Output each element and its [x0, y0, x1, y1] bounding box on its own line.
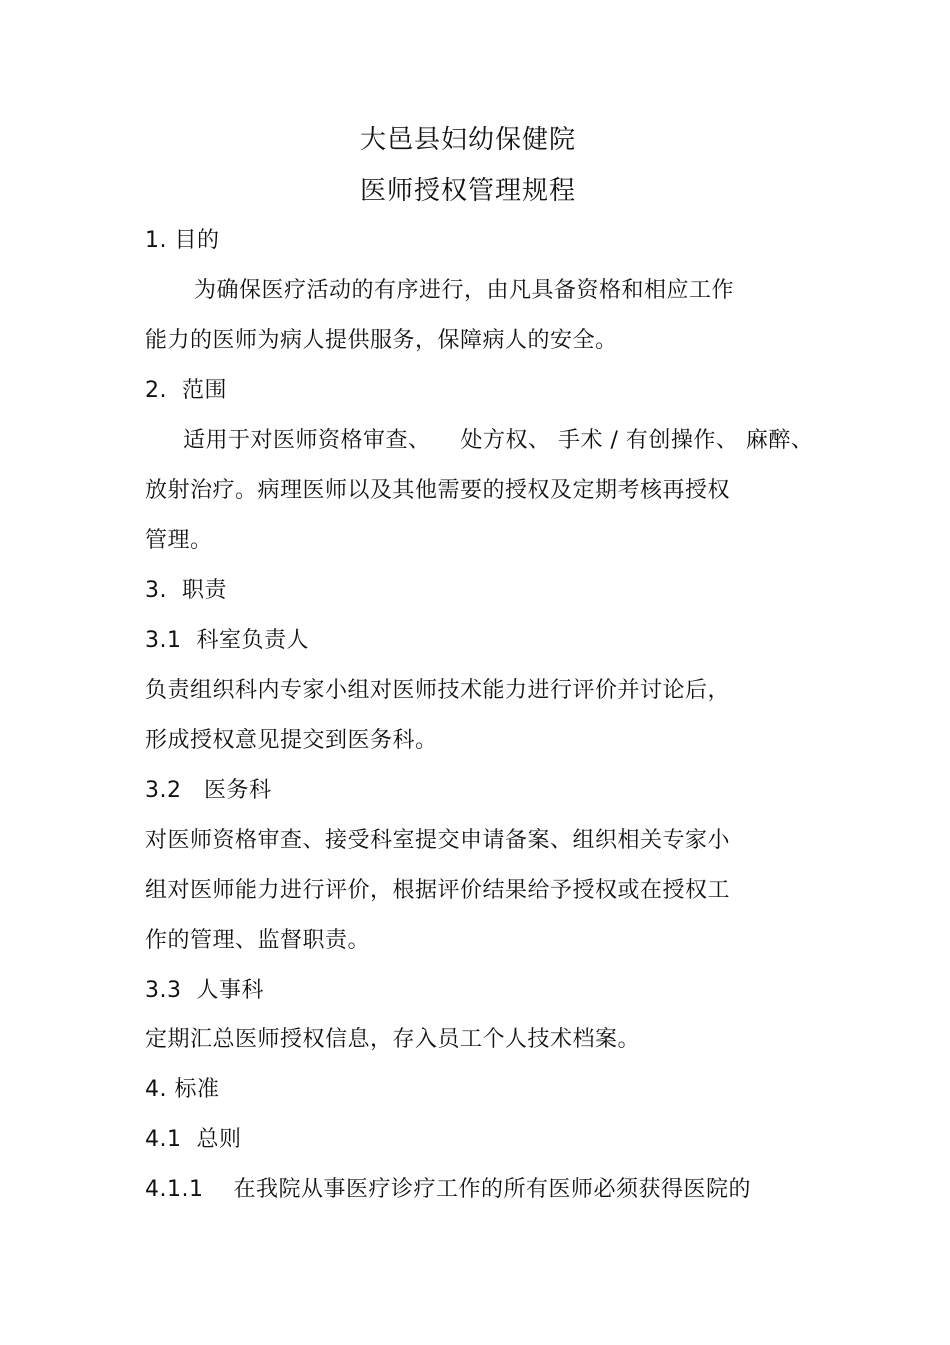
subsection-heading-department-head: 3.1 科室负责人	[145, 628, 309, 653]
section-heading-responsibilities: 3. 职责	[145, 578, 227, 603]
subsection-heading-personnel: 3.3 人事科	[145, 978, 264, 1003]
document-title-hospital: 大邑县妇幼保健院	[360, 125, 577, 155]
paragraph-line: 放射治疗。病理医师以及其他需要的授权及定期考核再授权	[145, 478, 731, 503]
paragraph-line: 适用于对医师资格审查、 处方权、 手术 / 有创操作、 麻醉、	[183, 428, 814, 453]
paragraph-line: 管理。	[145, 528, 213, 553]
subsection-heading-medical-affairs: 3.2 医务科	[145, 778, 272, 803]
paragraph-line: 能力的医师为病人提供服务，保障病人的安全。	[145, 328, 618, 353]
paragraph-line: 对医师资格审查、接受科室提交申请备案、组织相关专家小	[145, 828, 731, 853]
paragraph-line: 组对医师能力进行评价，根据评价结果给予授权或在授权工	[145, 878, 731, 903]
paragraph-line: 为确保医疗活动的有序进行，由凡具备资格和相应工作	[194, 278, 735, 303]
section-heading-scope: 2. 范围	[145, 378, 227, 403]
paragraph-line: 定期汇总医师授权信息，存入员工个人技术档案。	[145, 1027, 641, 1052]
paragraph-line: 形成授权意见提交到医务科。	[145, 728, 438, 753]
section-heading-purpose: 1. 目的	[145, 228, 220, 253]
document-title-regulation: 医师授权管理规程	[360, 176, 577, 206]
paragraph-line: 作的管理、监督职责。	[145, 928, 371, 953]
paragraph-line: 负责组织科内专家小组对医师技术能力进行评价并讨论后，	[145, 678, 731, 703]
section-heading-standards: 4. 标准	[145, 1077, 220, 1102]
subsection-heading-general: 4.1 总则	[145, 1127, 242, 1152]
clause-line: 4.1.1 在我院从事医疗诊疗工作的所有医师必须获得医院的	[145, 1177, 751, 1202]
